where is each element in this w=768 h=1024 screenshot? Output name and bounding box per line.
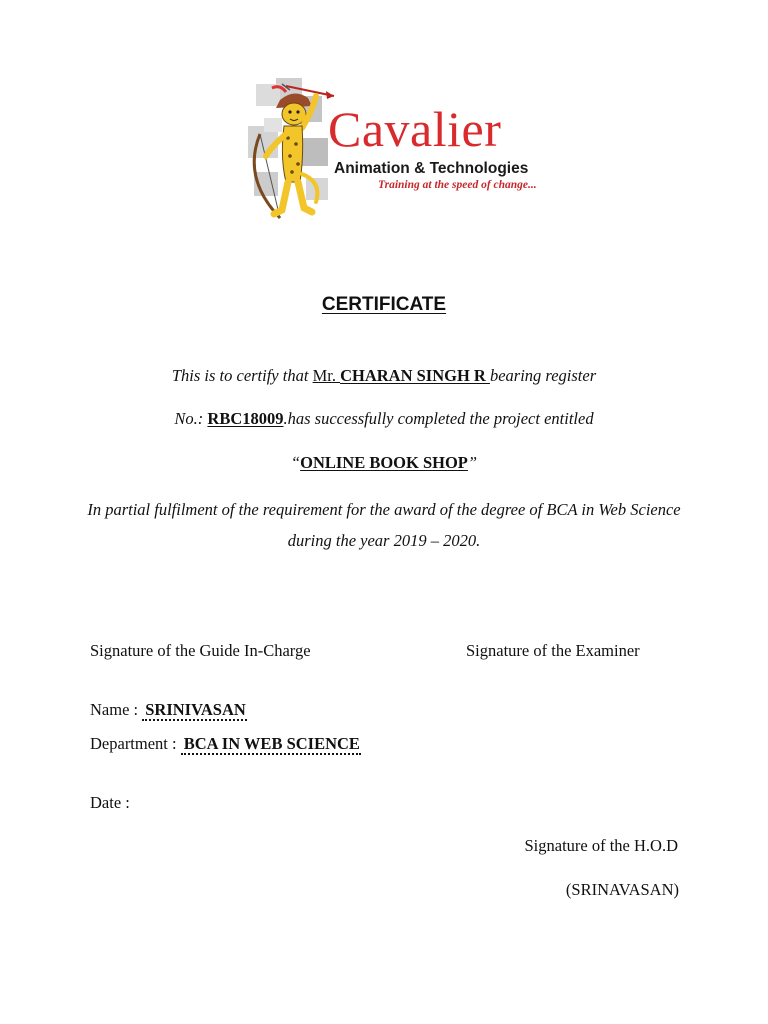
logo-brand-name: Cavalier [328,101,502,157]
project-title: ONLINE BOOK SHOP [300,453,468,472]
name-label: Name : [90,700,143,719]
register-line [0,409,768,429]
certify-prefix: This is to certify that [171,366,313,385]
cheetah-archer-mascot-icon [246,78,336,224]
student-honorific: Mr. [312,366,336,385]
logo-tagline: Training at the speed of change... [378,179,537,191]
register-number: RBC18009 [207,409,284,428]
cavalier-logo [246,78,546,224]
open-quote: “ [290,453,301,472]
certificate-title: CERTIFICATE [321,294,447,315]
degree-paragraph: In partial fulfilment of the requirement for the award of the degree of BCA in Web Science during the year 2019 – 2020. [87,500,681,550]
guide-signature-label: Signature of the Guide In-Charge [90,641,311,660]
guide-name: SRINIVASAN [142,700,247,721]
register-suffix: .has successfully completed the project entitled [283,409,594,428]
examiner-signature-label: Signature of the Examiner [466,641,640,660]
department-label: Department : [90,734,181,753]
guide-name-row [90,700,247,720]
close-quote: ” [467,453,478,472]
date-label: Date : [90,793,130,812]
hod-name: (SRINAVASAN) [565,880,679,899]
certify-line [0,366,768,386]
certify-suffix: bearing register [489,366,597,385]
hod-signature-label: Signature of the H.O.D [524,836,678,855]
logo-subtitle: Animation & Technologies [334,160,529,177]
department-value: BCA IN WEB SCIENCE [181,734,361,755]
department-row [90,734,361,754]
project-line [0,453,768,473]
student-name: CHARAN SINGH R [340,366,490,385]
register-prefix: No.: [174,409,208,428]
